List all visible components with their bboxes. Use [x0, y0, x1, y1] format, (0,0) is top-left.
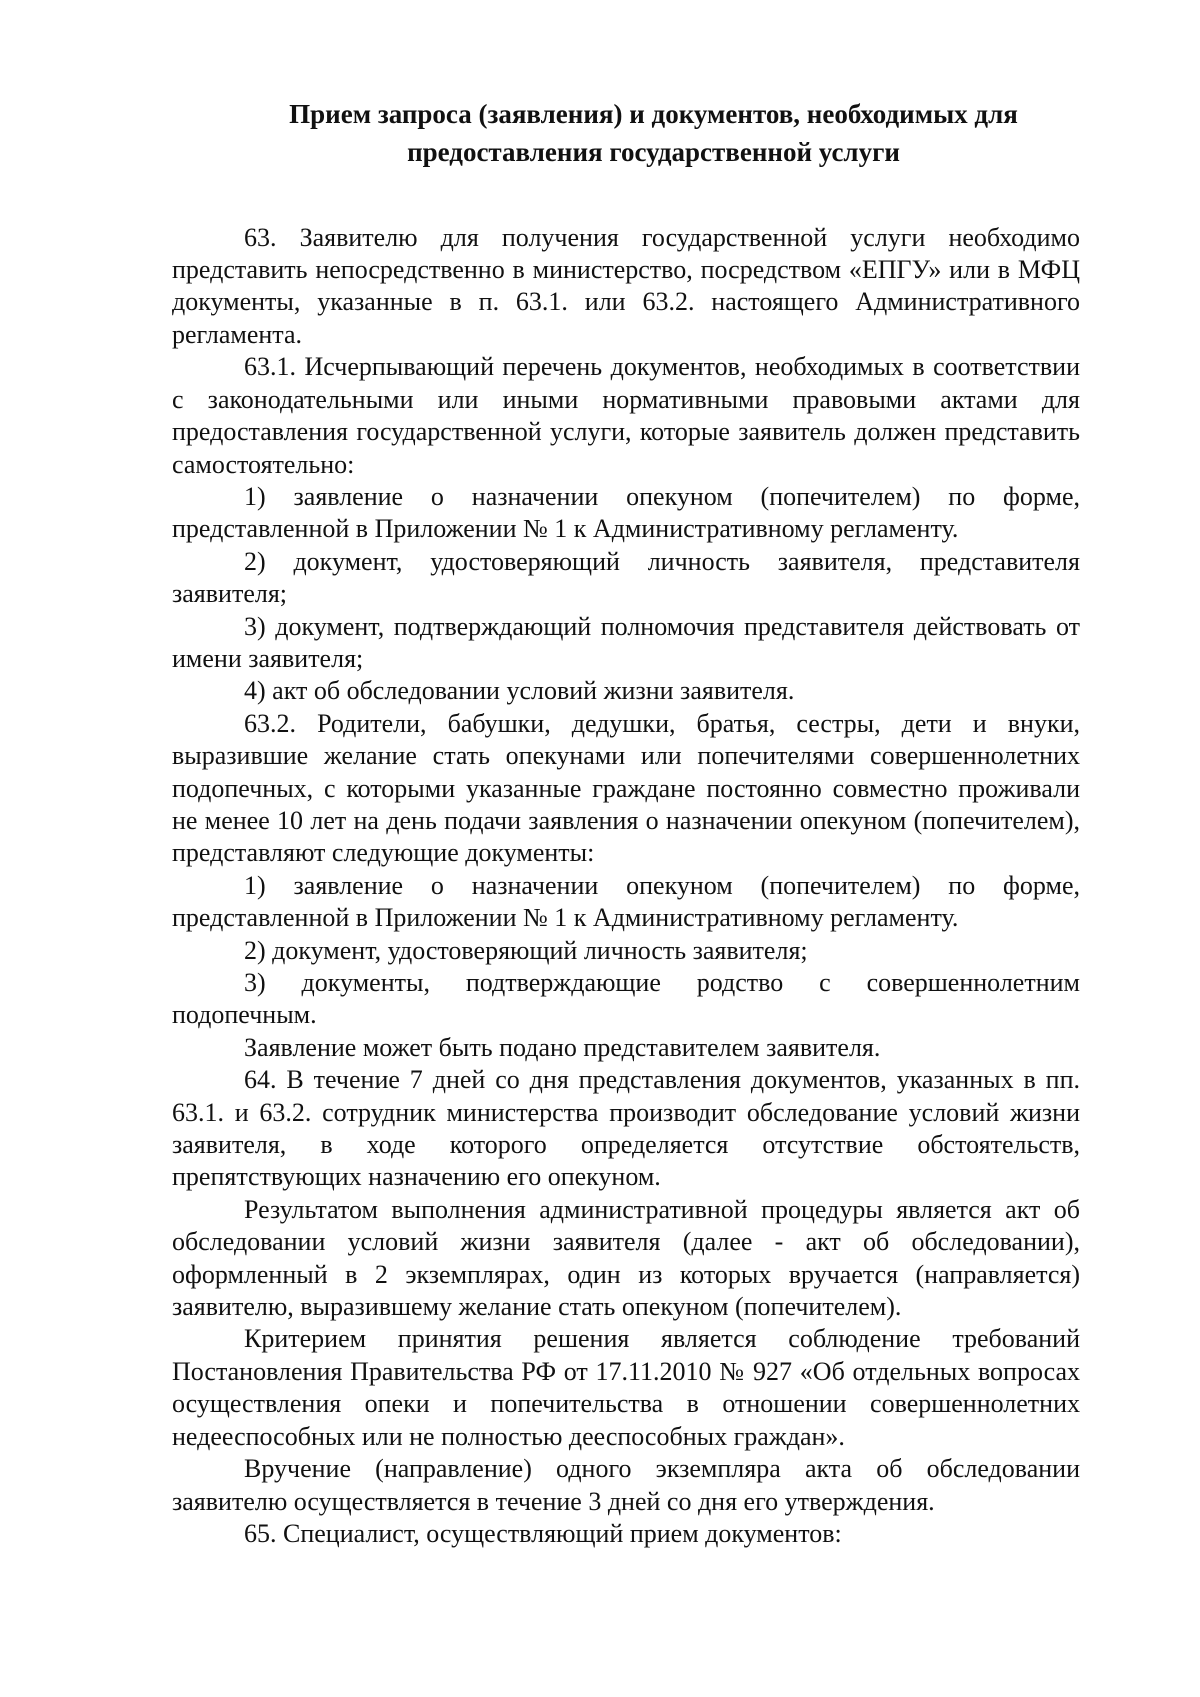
title-line-1: Прием запроса (заявления) и документов, необходимых для	[289, 99, 1018, 129]
paragraph-63: 63. Заявителю для получения государственной услуги необходимо представить непосредственно в министерство, посредством «ЕПГУ» или в МФЦ документы, указанные в п. 63.1. или 63.2. настоящего Административного регламента.	[172, 222, 1080, 349]
paragraph-64-result: Результатом выполнения административной процедуры является акт об обследовании условий жизни заявителя (далее - акт об обследовании), оформленный в 2 экземплярах, один из которых вручается (направляется) заявителю, выразившему желание стать опекуном (попечителем).	[172, 1194, 1080, 1322]
list-item-63-2-1: 1) заявление о назначении опекуном (попечителем) по форме, представленной в Приложении № 1 к Административному регламенту.	[172, 870, 1080, 933]
paragraph-64-criterion: Критерием принятия решения является соблюдение требований Постановления Правительства РФ от 17.11.2010 № 927 «Об отдельных вопросах осуществления опеки и попечительства в отношении совершеннолетних недееспособных или не полностью дееспособных граждан».	[172, 1324, 1080, 1451]
paragraph-64-delivery: Вручение (направление) одного экземпляра акта об обследовании заявителю осуществляется в течение 3 дней со дня его утверждения.	[172, 1454, 1080, 1516]
list-item-63-1-1: 1) заявление о назначении опекуном (попечителем) по форме, представленной в Приложении № 1 к Административному регламенту.	[172, 481, 1080, 544]
paragraph-63-2: 63.2. Родители, бабушки, дедушки, братья, сестры, дети и внуки, выразившие желание стать опекунами или попечителями совершеннолетних подопечных, с которыми указанные граждане постоянно совместно проживали не менее 10 лет на день подачи заявления о назначении опекуном (попечителем), представляют следующие документы:	[172, 708, 1080, 868]
paragraph-63-1: 63.1. Исчерпывающий перечень документов, необходимых в соответствии с законодательными или иными нормативными правовыми актами для предоставления государственной услуги, которые заявитель должен представить самостоятельно:	[172, 352, 1080, 479]
list-item-63-1-4: 4) акт об обследовании условий жизни заявителя.	[244, 676, 795, 706]
document-title	[172, 95, 1080, 172]
list-item-63-1-2: 2) документ, удостоверяющий личность заявителя, представителя заявителя;	[172, 546, 1080, 609]
list-item-63-2-3: 3) документы, подтверждающие родство с совершеннолетним подопечным.	[172, 968, 1080, 1030]
paragraph-64: 64. В течение 7 дней со дня представления документов, указанных в пп. 63.1. и 63.2. сотрудник министерства производит обследование условий жизни заявителя, в ходе которого определяется отсутствие обстоятельств, препятствующих назначению его опекуном.	[172, 1065, 1080, 1192]
document-body	[172, 222, 1080, 1551]
paragraph-representative-note: Заявление может быть подано представителем заявителя.	[244, 1032, 881, 1062]
list-item-63-2-2: 2) документ, удостоверяющий личность заявителя;	[244, 935, 808, 965]
list-item-63-1-3: 3) документ, подтверждающий полномочия представителя действовать от имени заявителя;	[172, 611, 1080, 673]
paragraph-65: 65. Специалист, осуществляющий прием документов:	[244, 1518, 842, 1548]
title-line-2: предоставления государственной услуги	[407, 137, 900, 168]
